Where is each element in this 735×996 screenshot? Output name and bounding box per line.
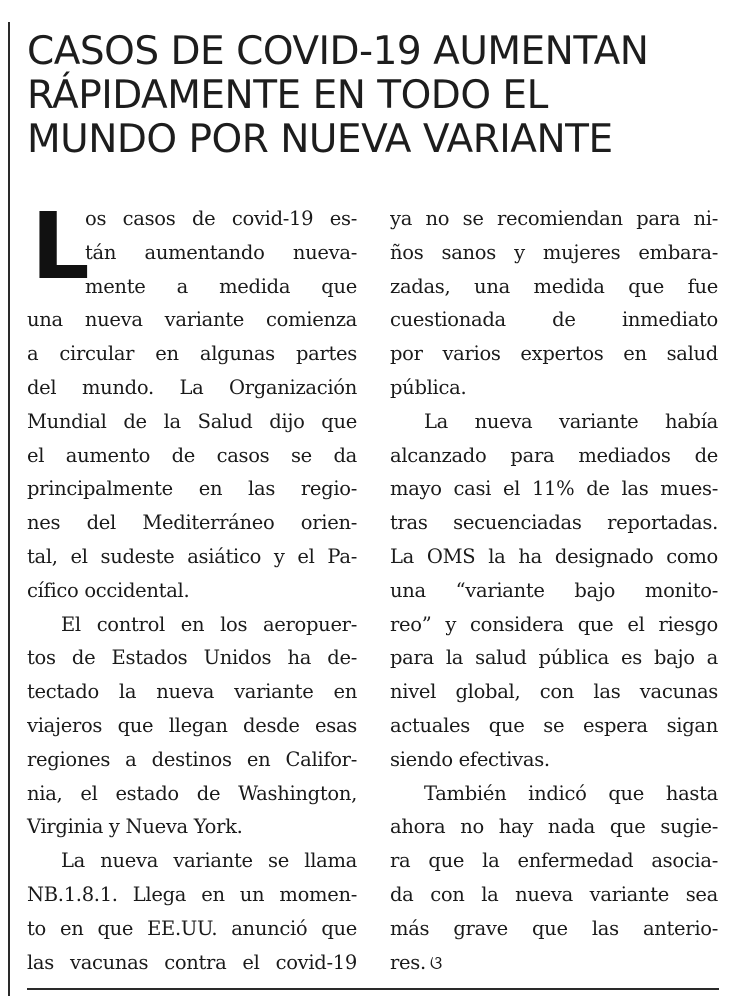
left-column-rule [8,22,10,996]
text-line: nia, el estado de Washington, [27,781,357,805]
bottom-rule [27,988,719,990]
text-line: más grave que las anterio- [390,916,718,940]
article-headline [27,30,727,162]
text-line: La OMS la ha designado como [390,544,718,568]
text-line: tos de Estados Unidos ha de- [27,646,357,670]
text-line: ahora no hay nada que sugie- [390,815,718,839]
article-column-right [390,202,718,980]
text-line: zadas, una medida que fue [390,274,718,298]
text-line: El control en los aeropuer- [61,612,357,636]
headline-line: CASOS DE COVID-19 AUMENTAN [27,29,649,74]
text-line: mente a medida que [85,274,357,298]
text-line: pública. [390,375,467,399]
text-line: tectado la nueva variante en [27,680,357,704]
text-line: principalmente en las regio- [27,477,357,501]
text-line: una nueva variante comienza [27,308,357,332]
text-line: una “variante bajo monito- [390,578,718,602]
text-line: nivel global, con las vacunas [390,680,718,704]
headline-line: MUNDO POR NUEVA VARIANTE [27,117,613,162]
text-line: La nueva variante había [424,409,718,433]
text-line: por varios expertos en salud [390,342,718,366]
text-line: alcanzado para mediados de [390,443,718,467]
text-line: siendo efectivas. [390,747,550,771]
text-line: os casos de covid-19 es- [85,207,357,230]
text-line: nes del Mediterráneo orien- [27,511,357,535]
text-line: para la salud pública es bajo a [390,646,718,670]
text-line: to en que EE.UU. anunció que [27,916,357,940]
text-line: viajeros que llegan desde esas [27,713,357,737]
text-line: Mundial de la Salud dijo que [27,409,357,433]
text-line: tal, el sudeste asiático y el Pa- [27,544,357,568]
text-line: tras secuenciadas reportadas. [390,511,718,535]
text-line: actuales que se espera sigan [390,713,718,737]
text-line: ya no se recomiendan para ni- [390,207,718,230]
text-line: La nueva variante se llama [61,849,357,873]
text-line: tán aumentando nueva- [85,240,357,264]
text-line: ños sanos y mujeres embara- [390,240,718,264]
article-column-left [27,193,357,979]
end-of-article-icon: ଓ [429,952,442,974]
text-line: ra que la enfermedad asocia- [390,849,718,873]
drop-cap: L [31,193,90,300]
text-line: reo” y considera que el riesgo [390,612,718,636]
text-line: las vacunas contra el covid-19 [27,950,357,974]
headline-line: RÁPIDAMENTE EN TODO EL [27,73,548,118]
text-line-end: res. [390,950,426,974]
text-line: NB.1.8.1. Llega en un momen- [27,882,357,906]
text-line: el aumento de casos se da [27,443,357,467]
text-line: del mundo. La Organización [27,375,357,399]
text-line: regiones a destinos en Califor- [27,747,357,771]
text-line: cífico occidental. [27,578,190,602]
text-line: Virginia y Nueva York. [27,815,243,839]
text-line: mayo casi el 11% de las mues- [390,477,718,501]
text-line-last [390,946,718,981]
text-line: También indicó que hasta [424,781,718,805]
text-line: a circular en algunas partes [27,342,357,366]
text-line: da con la nueva variante sea [390,882,718,906]
text-line: cuestionada de inmediato [390,308,718,332]
